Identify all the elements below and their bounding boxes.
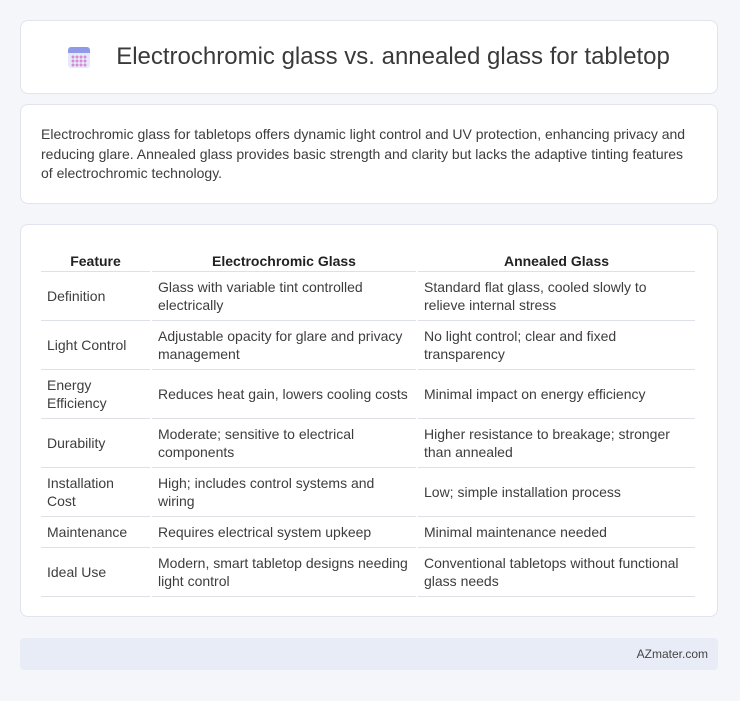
- table-row: [41, 419, 695, 468]
- annealed-cell: Standard flat glass, cooled slowly to relieve internal stress: [418, 272, 695, 321]
- column-header-electrochromic: Electrochromic Glass: [152, 245, 416, 272]
- annealed-cell: Conventional tabletops without functional glass needs: [418, 548, 695, 597]
- column-header-feature: Feature: [41, 245, 150, 272]
- footer-brand: AZmater.com: [636, 647, 708, 661]
- table-row: [41, 517, 695, 548]
- table-row: [41, 370, 695, 419]
- electrochromic-cell: Glass with variable tint controlled electrically: [152, 272, 416, 321]
- annealed-cell: Higher resistance to breakage; stronger than annealed: [418, 419, 695, 468]
- feature-cell: Ideal Use: [41, 548, 150, 597]
- intro-text: Electrochromic glass for tabletops offers dynamic light control and UV protection, enhancing privacy and reducing glare. Annealed glass provides basic strength and clarity but lacks the adaptive tinting features of electrochromic technology.: [41, 126, 686, 181]
- title-card: [20, 20, 718, 94]
- column-header-annealed: Annealed Glass: [418, 245, 695, 272]
- feature-cell: Definition: [41, 272, 150, 321]
- feature-cell: Installation Cost: [41, 468, 150, 517]
- intro-card: [20, 104, 718, 204]
- electrochromic-cell: Requires electrical system upkeep: [152, 517, 416, 548]
- table-row: [41, 321, 695, 370]
- annealed-cell: No light control; clear and fixed transparency: [418, 321, 695, 370]
- annealed-cell: Low; simple installation process: [418, 468, 695, 517]
- footer-bar: [20, 638, 718, 670]
- electrochromic-cell: Reduces heat gain, lowers cooling costs: [152, 370, 416, 419]
- comparison-table: [39, 245, 697, 597]
- electrochromic-cell: High; includes control systems and wiring: [152, 468, 416, 517]
- annealed-cell: Minimal impact on energy efficiency: [418, 370, 695, 419]
- feature-cell: Maintenance: [41, 517, 150, 548]
- table-row: [41, 468, 695, 517]
- electrochromic-cell: Moderate; sensitive to electrical components: [152, 419, 416, 468]
- annealed-cell: Minimal maintenance needed: [418, 517, 695, 548]
- table-row: [41, 548, 695, 597]
- page-title: Electrochromic glass vs. annealed glass for tabletop: [116, 43, 670, 70]
- feature-cell: Light Control: [41, 321, 150, 370]
- table-row: [41, 272, 695, 321]
- calendar-icon: [68, 45, 90, 69]
- electrochromic-cell: Modern, smart tabletop designs needing light control: [152, 548, 416, 597]
- feature-cell: Durability: [41, 419, 150, 468]
- electrochromic-cell: Adjustable opacity for glare and privacy management: [152, 321, 416, 370]
- comparison-card: [20, 224, 718, 617]
- feature-cell: Energy Efficiency: [41, 370, 150, 419]
